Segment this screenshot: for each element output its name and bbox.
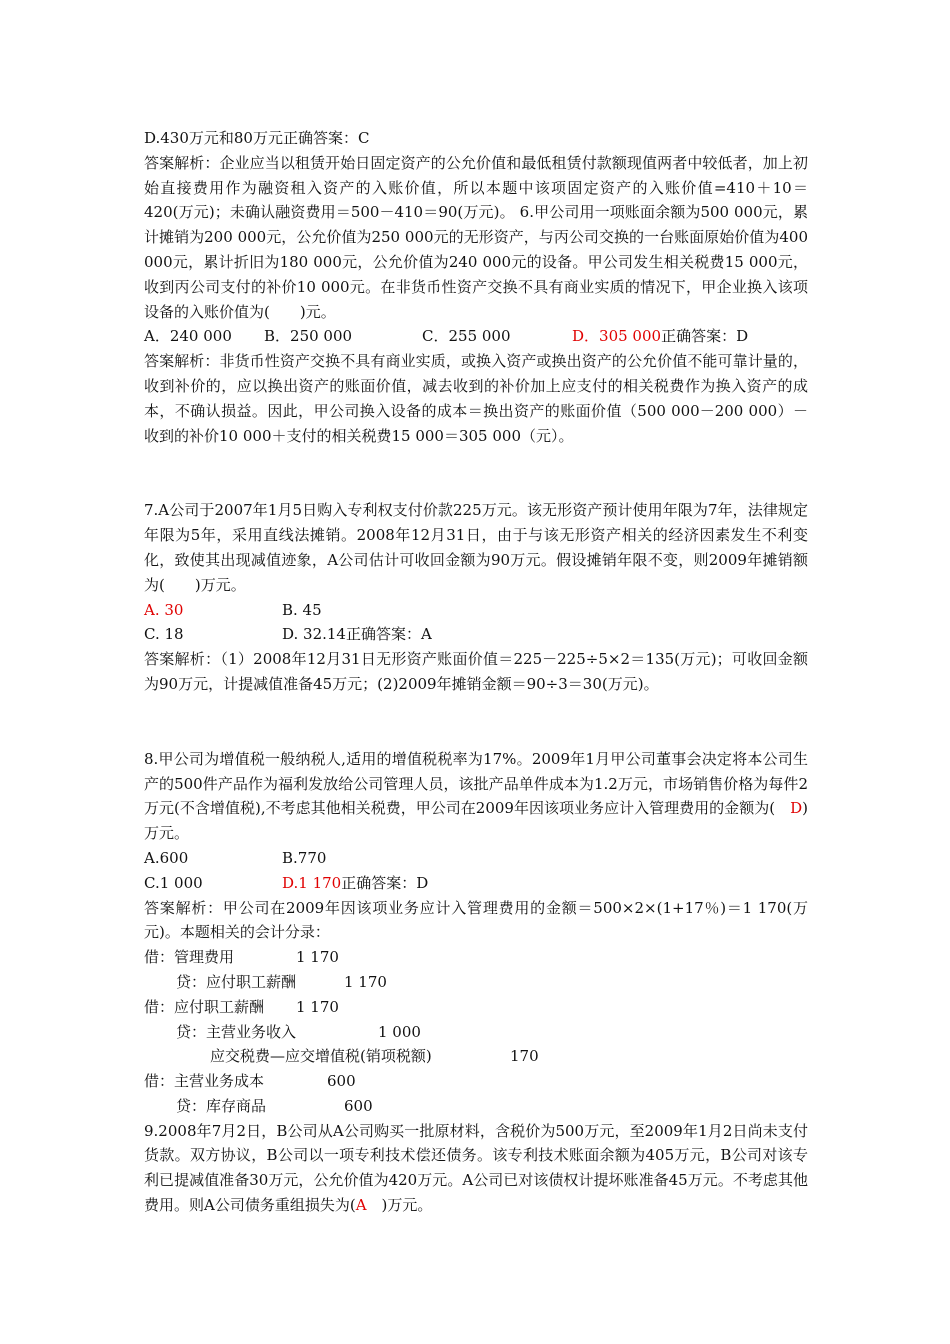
q5-option-d: D.430万元和80万元正确答案：C: [144, 129, 370, 147]
journal-entry-line: [144, 1094, 808, 1119]
journal-entry-label: 借：主营业务成本: [144, 1072, 265, 1091]
q6-options: [144, 324, 808, 349]
journal-entry-line: [144, 970, 808, 995]
q6-analysis: 答案解析：非货币性资产交换不具有商业实质，或换入资产或换出资产的公允价值不能可靠计量的，收到补价的，应以换出资产的账面价值，减去收到的补价加上应支付的相关税费作为换入资产的成本，不确认损益。因此，甲公司换入设备的成本＝换出资产的账面价值（500 000－200 000）－收到的补价10 000＋支付的相关税费15 000＝305 000（元）。: [144, 352, 808, 445]
q9-question-text: 9.2008年7月2日，B公司从A公司购买一批原材料，含税价为500万元，至2009年1月2日尚未支付货款。双方协议，B公司以一项专利技术偿还债务。该专利技术账面余额为405万元，B公司对该专利已提减值准备30万元，公允价值为420万元。A公司已对该债权计提坏账准备45万元。不考虑其他费用。则A公司债务重组损失为(: [144, 1121, 808, 1215]
q7-options-cd: [144, 622, 808, 647]
journal-entry-line: [144, 1069, 808, 1094]
q8-option-d: D.1 170: [282, 873, 342, 892]
q8-option-a: A.600: [144, 848, 189, 867]
journal-entry-amount: 1 000: [378, 1022, 421, 1041]
journal-entry-label: 贷：主营业务收入: [176, 1022, 297, 1041]
q8-answer: 正确答案：D: [341, 873, 429, 892]
journal-entry-label: 贷：应付职工薪酬: [176, 972, 297, 991]
q7-option-c: C. 18: [144, 625, 184, 644]
journal-entry-line: [144, 1020, 808, 1045]
q8-analysis: 答案解析：甲公司在2009年因该项业务应计入管理费用的金额＝500×2×(1+17％)＝1 170(万元)。本题相关的会计分录：: [144, 898, 808, 942]
journal-entry-amount: 1 170: [296, 948, 339, 967]
q6-answer: 正确答案：D: [661, 327, 749, 346]
q8-question-tail: )万元。: [144, 799, 808, 843]
q7-answer: 正确答案：A: [345, 625, 432, 644]
journal-entry-line: [144, 1044, 808, 1069]
journal-entry-amount: 600: [327, 1072, 356, 1091]
q8-question: [144, 747, 808, 846]
document-page: [144, 126, 808, 1218]
q8-option-c: C.1 000: [144, 873, 203, 892]
q5-analysis: 答案解析：企业应当以租赁开始日固定资产的公允价值和最低租赁付款额现值两者中较低者，加上初始直接费用作为融资租入资产的入账价值，所以本题中该项固定资产的入账价值=410＋10＝420(万元)；未确认融资费用＝500－410＝90(万元)。 6.甲公司用一项账面余额为500 000元，累计摊销为200 000元，公允价值为250 000元的无形资产，与丙公司交换的一台账面原始价值为400 000元，累计折旧为180 000元，公允价值为240 000元的设备。甲公司发生相关税费15 000元，收到丙公司支付的补价10 000元。在非货币性资产交换不具有商业实质的情况下，甲企业换入该项设备的入账价值为( )元。: [144, 153, 808, 321]
journal-entry-amount: 1 170: [296, 997, 339, 1016]
journal-entry-label: 应交税费—应交增值税(销项税额): [210, 1047, 432, 1066]
q8-question-answer: D: [790, 799, 803, 818]
q8-option-b: B.770: [282, 848, 327, 867]
q6-option-d: D．305 000: [572, 327, 662, 346]
journal-entry-line: [144, 995, 808, 1020]
q7-option-a: A. 30: [144, 600, 184, 619]
journal-entry-label: 借：管理费用: [144, 948, 235, 967]
q9-question-answer: A: [355, 1196, 367, 1215]
q8-options-ab: [144, 846, 808, 871]
journal-entry-label: 借：应付职工薪酬: [144, 997, 265, 1016]
q6-option-a: A．240 000: [144, 327, 232, 346]
journal-entry-line: [144, 945, 808, 970]
q7-option-d: D. 32.14: [282, 625, 346, 644]
q8-question-text: 8.甲公司为增值税一般纳税人,适用的增值税税率为17%。2009年1月甲公司董事会决定将本公司生产的500件产品作为福利发放给公司管理人员，该批产品单件成本为1.2万元，市场销售价格为每件2万元(不含增值税),不考虑其他相关税费，甲公司在2009年因该项业务应计入管理费用的金额为(: [144, 749, 808, 818]
q8-options-cd: [144, 871, 808, 896]
journal-entry-amount: 170: [510, 1047, 539, 1066]
q7-option-b: B. 45: [282, 600, 322, 619]
journal-entry-label: 贷：库存商品: [176, 1096, 267, 1115]
journal-entry-amount: 1 170: [344, 972, 387, 991]
journal-entry-amount: 600: [344, 1096, 373, 1115]
q9-question: [144, 1119, 808, 1218]
q7-question: 7.A公司于2007年1月5日购入专利权支付价款225万元。该无形资产预计使用年限为7年，法律规定年限为5年，采用直线法摊销。2008年12月31日，由于与该无形资产相关的经济因素发生不利变化，致使其出现减值迹象，A公司估计可收回金额为90万元。假设摊销年限不变，则2009年摊销额为( )万元。: [144, 501, 808, 594]
q7-analysis: 答案解析：（1）2008年12月31日无形资产账面价值＝225－225÷5×2＝135(万元)；可收回金额为90万元，计提减值准备45万元；(2)2009年摊销金额＝90÷3＝30(万元)。: [144, 650, 808, 693]
q9-question-tail: )万元。: [366, 1196, 433, 1215]
q6-option-c: C．255 000: [422, 327, 511, 346]
q7-options-ab: [144, 598, 808, 623]
q6-option-b: B．250 000: [264, 327, 353, 346]
